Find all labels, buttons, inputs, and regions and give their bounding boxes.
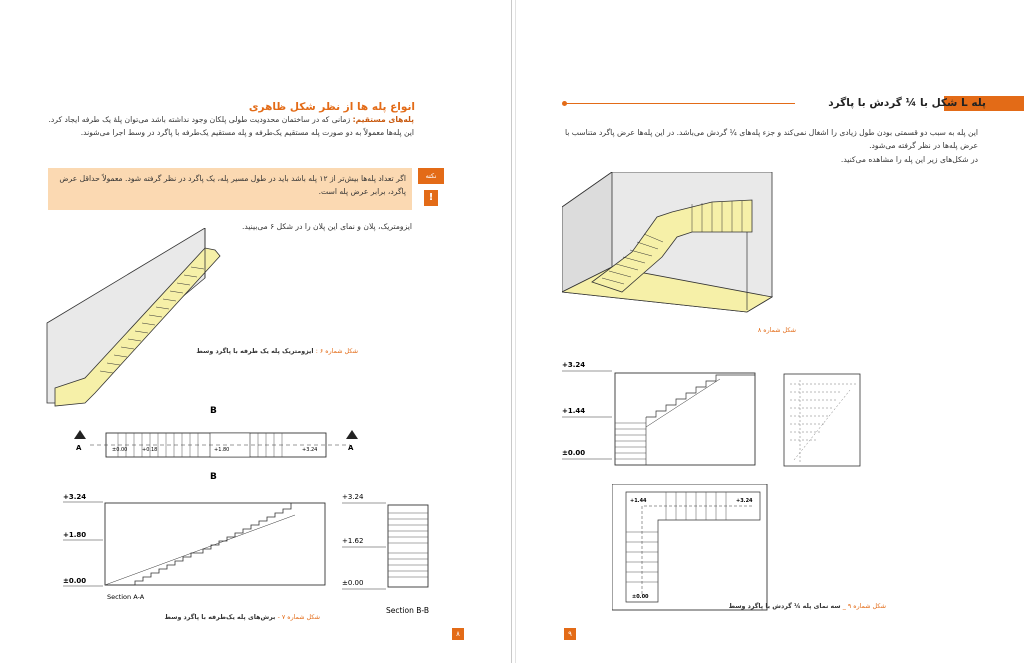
plan-level-180: +1.80: [214, 447, 230, 453]
section-aa-figure: [55, 485, 335, 610]
section-aa-label: Section A-A: [107, 593, 145, 601]
note-tag: نکته: [418, 168, 444, 184]
figure-6-caption: [178, 348, 358, 355]
figure-6-title: ایزومتریک پله یک طرفه با پاگرد وسط: [196, 348, 316, 355]
right-paragraph-see-figures: در شکل‌های زیر این پله را مشاهده می‌کنید.: [840, 155, 978, 164]
elevation-level-mid: +1.44: [562, 407, 586, 415]
section-bb-level-bottom: ±0.00: [342, 579, 364, 587]
figure-9-caption: [696, 603, 886, 610]
plan-section-b-bottom: B: [210, 472, 217, 482]
left-heading: انواع پله ها از نظر شکل ظاهری: [248, 101, 415, 113]
left-page-number: ۸: [452, 628, 464, 640]
plan-level-0-right: ±0.00: [632, 594, 649, 600]
plan-level-324: +3.24: [302, 447, 318, 453]
plan-level-018: +0.18: [142, 447, 158, 453]
plan-section-b-top: B: [210, 406, 217, 416]
right-heading: پله L شکل با ¼ گردش با پاگرد: [828, 97, 986, 109]
plan-section-a-left: A: [76, 444, 82, 452]
right-paragraph-l-stairs: این پله به سبب دو قسمتی بودن طول زیادی را اشغال نمی‌کند و جزء پله‌های ¼ گردش می‌باشد. در این پله‌ها عرض پاگرد متناسب با عرض پله‌ها در نظر گرفته می‌شود.: [564, 128, 978, 150]
right-page: [516, 0, 1024, 663]
left-paragraph-straight-stairs: [48, 113, 414, 139]
figure-6-number: شکل شماره ۶ :: [315, 348, 358, 355]
elevation-level-top: +3.24: [562, 361, 586, 369]
term-straight-stairs: پله‌های مستقیم:: [352, 115, 414, 124]
section-bb-level-mid: +1.62: [342, 537, 364, 545]
plan-section-a-right: A: [348, 444, 354, 452]
plan-level-0: ±0.00: [112, 447, 128, 453]
figure-8-number: شکل شماره ۸: [757, 327, 796, 334]
section-bb-level-top: +3.24: [342, 493, 364, 501]
figure-9-title: سه نمای پله ¼ گردش با پاگرد وسط: [728, 603, 843, 610]
figure-7-caption: [150, 614, 320, 621]
figure-9-number: شکل شماره ۹ _: [842, 603, 886, 610]
left-page: [0, 0, 511, 663]
section-bb-label: Section B-B: [386, 606, 429, 615]
figure-7-title: برش‌های پله یک‌طرفه با پاگرد وسط: [164, 614, 278, 621]
l-stair-elevation-figure: [560, 355, 770, 473]
plan-level-324-right: +3.24: [736, 498, 753, 504]
right-page-number: ۹: [564, 628, 576, 640]
isometric-straight-stair-figure: [45, 228, 225, 410]
isometric-intro-text: ایزومتریک، پلان و نمای این پلان را در شکل ۶ می‌بینید.: [241, 222, 412, 231]
straight-stair-plan-figure: [70, 405, 370, 485]
plan-level-144: +1.44: [630, 498, 647, 504]
straight-stairs-text: زمانی که در ساختمان محدودیت طولی پلکان وجود نداشته باشد می‌توان پلهٔ یک طرفه ایجاد کرد. این پله‌ها معمولاً به دو صورت پله مستقیم یک‌طرفه و پله مستقیم یک‌طرفه با پاگرد در وسط اجرا می‌شوند.: [48, 115, 414, 137]
page-gutter: [511, 0, 512, 663]
note-text: اگر تعداد پله‌ها بیش‌تر از ۱۲ پله باشد باید در طول مسیر پله، یک پاگرد در نظر گرفته شود. معمولاً حداقل عرض پاگرد، برابر عرض پله است.: [59, 174, 406, 196]
l-stair-side-elevation-figure: [780, 370, 866, 472]
isometric-l-stair-figure: [562, 172, 778, 322]
elevation-level-bottom: ±0.00: [562, 449, 586, 457]
section-aa-level-bottom: ±0.00: [63, 577, 87, 585]
note-box: [48, 168, 412, 210]
section-aa-level-mid: +1.80: [63, 531, 87, 539]
l-stair-plan-figure: [612, 484, 772, 614]
warning-icon: !: [424, 190, 438, 206]
figure-7-number: شکل شماره ۷ -: [277, 614, 320, 621]
figure-8-caption: [696, 327, 796, 334]
section-bb-figure: [340, 487, 440, 617]
section-aa-level-top: +3.24: [63, 493, 87, 501]
